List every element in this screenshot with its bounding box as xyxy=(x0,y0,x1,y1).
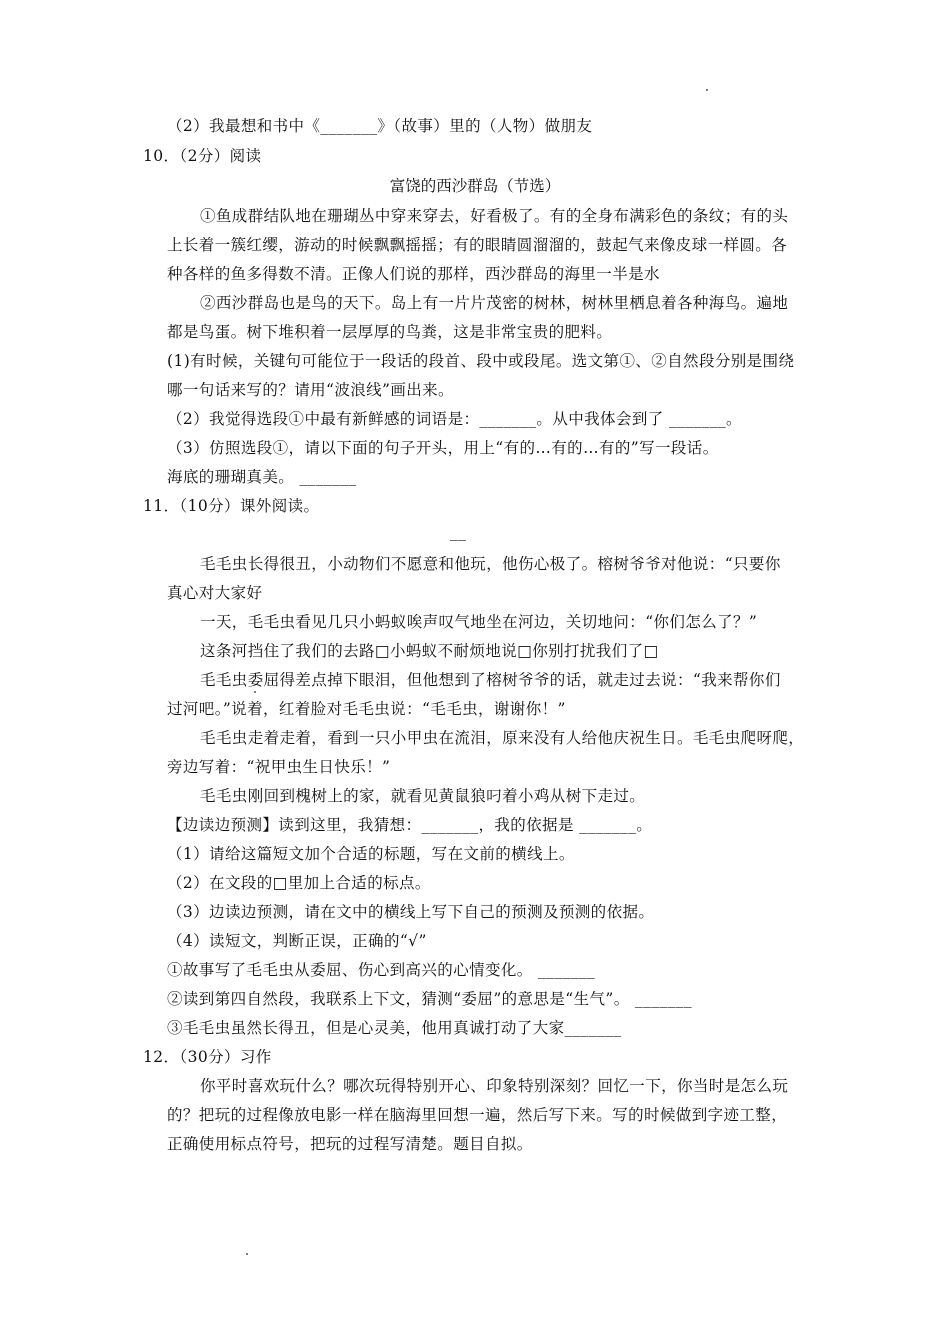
q11-s1: （1）请给这篇短文加个合适的标题，写在文前的横线上。 xyxy=(167,845,575,863)
q11-s4: （4）读短文，判断正误，正确的“√” xyxy=(167,932,427,950)
q11-p4-line1: 毛毛虫委屈得差点掉下眼泪，但他想到了榕树爷爷的话，就走过去说：“我来帮你们 xyxy=(200,671,781,689)
q12-p-line3: 正确使用标点符号，把玩的过程写清楚。题目自拟。 xyxy=(167,1135,533,1153)
q11-title-blank: __ xyxy=(450,523,467,541)
q11-p6: 毛毛虫刚回到槐树上的家，就看见黄鼠狼叼着小鸡从树下走过。 xyxy=(200,787,646,805)
q12-p-line1: 你平时喜欢玩什么？哪次玩得特别开心、印象特别深刻？回忆一下，你当时是怎么玩 xyxy=(200,1077,789,1095)
q10-s2: （2）我觉得选段①中最有新鲜感的词语是：_______。从中我体会到了 _______。 xyxy=(167,410,742,428)
q11-p5-line2: 旁边写着：“祝甲虫生日快乐！” xyxy=(167,758,391,776)
q10-header: 10．（2分）阅读 xyxy=(143,147,262,165)
q11-p5-line1: 毛毛虫走着走着，看到一只小甲虫在流泪，原来没有人给他庆祝生日。毛毛虫爬呀爬， xyxy=(200,729,805,747)
q10-p1-line2: 上长着一簇红缨，游动的时候飘飘摇摇；有的眼睛圆溜溜的，鼓起气来像皮球一样圆。各 xyxy=(167,236,788,254)
q11-p3: 这条河挡住了我们的去路□小蚂蚁不耐烦地说□你别打扰我们了□ xyxy=(200,642,659,660)
q10-s3: （3）仿照选段①，请以下面的句子开头，用上“有的…有的…有的”写一段话。 xyxy=(167,439,719,457)
q11-judge-1: ①故事写了毛毛虫从委屈、伤心到高兴的心情变化。 _______ xyxy=(167,961,596,979)
scan-mark xyxy=(246,1253,248,1255)
q11-s3: （3）边读边预测，请在文中的横线上写下自己的预测及预测的依据。 xyxy=(167,903,655,921)
emphasis-dot xyxy=(254,691,256,693)
q10-p2-line1: ②西沙群岛也是鸟的天下。岛上有一片片茂密的树林，树林里栖息着各种海鸟。遍地 xyxy=(200,294,789,312)
q9-line2: （2）我最想和书中《_______》（故事）里的（人物）做朋友 xyxy=(167,117,593,135)
q11-p4-line2: 过河吧。”说着，红着脸对毛毛虫说：“毛毛虫，谢谢你！” xyxy=(167,700,566,718)
q10-p1-line1: ①鱼成群结队地在珊瑚丛中穿来穿去，好看极了。有的全身布满彩色的条纹；有的头 xyxy=(200,207,789,225)
q11-p1-line2: 真心对大家好 xyxy=(167,584,263,602)
q12-p-line2: 的？把玩的过程像放电影一样在脑海里回想一遍，然后写下来。写的时候做到字迹工整， xyxy=(167,1106,788,1124)
q10-p2-line2: 都是鸟蛋。树下堆积着一层厚厚的鸟粪，这是非常宝贵的肥料。 xyxy=(167,323,613,341)
q11-judge-2: ②读到第四自然段，我联系上下文，猜测“委屈”的意思是“生气”。 _______ xyxy=(167,990,692,1008)
scan-mark xyxy=(706,89,708,91)
q10-s1-line1: (1)有时候，关键句可能位于一段话的段首、段中或段尾。选文第①、②自然段分别是围绕 xyxy=(167,352,795,370)
q11-header: 11．（10分）课外阅读。 xyxy=(143,497,320,515)
q11-s2: （2）在文段的□里加上合适的标点。 xyxy=(167,874,431,892)
q10-p1-line3: 种各样的鱼多得数不清。正像人们说的那样，西沙群岛的海里一半是水 xyxy=(167,265,660,283)
q11-judge-3: ③毛毛虫虽然长得丑，但是心灵美，他用真诚打动了大家_______ xyxy=(167,1019,622,1037)
q12-header: 12．（30分）习作 xyxy=(143,1048,272,1066)
q10-passage-title: 富饶的西沙群岛（节选） xyxy=(389,177,561,195)
q10-s3-prompt: 海底的珊瑚真美。 _______ xyxy=(167,468,357,486)
q10-s1-line2: 哪一句话来写的？请用“波浪线”画出来。 xyxy=(167,381,454,399)
q11-p2: 一天，毛毛虫看见几只小蚂蚁唉声叹气地坐在河边，关切地问：“你们怎么了？” xyxy=(200,613,758,631)
q11-predict: 【边读边预测】读到这里，我猜想：_______，我的依据是 _______。 xyxy=(167,816,653,834)
q11-p1-line1: 毛毛虫长得很丑，小动物们不愿意和他玩，他伤心极了。榕树爷爷对他说：“只要你 xyxy=(200,555,781,573)
